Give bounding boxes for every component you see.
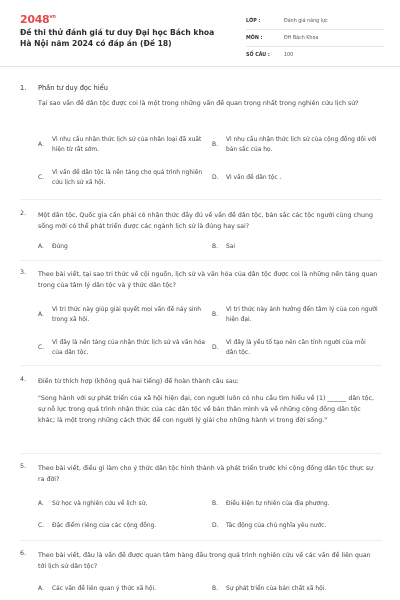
divider — [20, 365, 382, 366]
header — [0, 0, 400, 67]
question-text: Một dân tộc, Quốc gia cần phải có nhận thức đầy đủ về vấn đề dân tộc, bản sắc các tộc người cùng chung sống mới có thể phát triển được các ngành lịch sử là đúng hay sai? — [38, 212, 373, 230]
site-logo[interactable]: $2048^{vn}$ — [20, 13, 56, 26]
meta-row-class — [246, 13, 384, 30]
divider — [20, 199, 382, 200]
meta-row-count — [246, 47, 384, 63]
meta-value: ĐH Bách Khoa — [284, 35, 319, 41]
question-number: 5. — [20, 463, 27, 470]
meta-value: 100 — [284, 52, 294, 58]
meta-value: Đánh giá năng lực — [284, 18, 328, 24]
meta-key: LỚP : — [246, 18, 261, 24]
divider — [20, 453, 382, 454]
fill-blank-passage: "Song hành với sự phát triển của xã hội hiện đại, con người luôn có nhu cầu tìm hiểu về (1) ______ dân tộc, sự nỗ lực trong quá trình nhận thức của các dân tộc về bản thân mình và về những cộng đồng dân tộc khác; là một trong những cách thức để con người lý giải cho những hành vi trong đời sống." — [38, 395, 374, 424]
page-title: Đề thi thử đánh giá tư duy Đại học Bách khoa Hà Nội năm 2024 có đáp án (Đề 18) — [20, 28, 215, 48]
question-text: Theo bài viết, đâu là vấn đề được quan tâm hàng đầu trong quá trình nghiên cứu về các vấn đề liên quan tới lịch sử dân tộc? — [38, 552, 371, 570]
page: $2048^{vn}$ Đề thi thử đánh giá tư duy Đại học Bách khoa Hà Nội năm 2024 có đáp án (Đề 18) LỚP : Đánh giá năng lực MÔN : ĐH Bách Khoa SỐ CÂU : 100 1. Phần tư duy đọc hiểu Tại sao vấn đề dân tộc được coi là một trong những vấn đề quan trọng nhất trong nghiên cứu lịch sử? A. Vì nhu cầu nhận thức lịch sử của nhân loại đã xuất hiện từ rất sớm. B. Vì nhu cầu nhận thức lịch sử của cộng đồng dồi với bản sắc của họ. C. Vì vấn đề dân tộc là nền tảng cho quá trình nghiên cứu lịch sử xã hội. D. Vì vấn đề dân tộc . 2. Một dân tộc, Quốc gia cần phải có nhận thức đầy đủ về vấn đề dân tộc, bản sắc các tộc người cùng chung sống mới có thể phát triển được các ngành lịch sử là đúng hay sai? A. Đúng B. Sai 3. Theo bài viết, tại sao tri thức về cội nguồn, lịch sử và văn hóa của dân tộc được coi là những nền tảng quan trọng của tâm lý dân tộc và ý thức dân tộc? A. Vì tri thức này giúp giải quyết mọi vấn đề nảy sinh trong xã hội. B. Vì tri thức này ảnh hưởng đến tâm lý của con người hiện đại. C. Vì đây là nền tảng của nhận thức lịch sử và văn hóa của dân tộc. D. Vì đây là yếu tố tạo nên căn tính người của mỗi dân tộc. 4. Điền từ thích hợp (không quá hai tiếng) để hoàn thành câu sau: "Song hành với sự phát triển của xã hội hiện đại, con người luôn có nhu cầu tìm hiểu về (1) ______ dân tộc, sự nỗ lực trong quá trình nhận thức của các dân tộc về bản thân mình và về những cộng đồng dân tộc khác; là một trong những cách thức để con người lý giải cho những hành vi trong đời sống." 5. Theo bài viết, điều gì làm cho ý thức dân tộc hình thành và phát triển trước khi cộng đồng dân tộc thực sự ra đời? A. Sử học và nghiên cứu về lịch sử. B. Điều kiện tự nhiên của địa phương. C. Đặc điểm riêng của các cộng đồng. D. Tác động của chủ nghĩa yêu nước. 6. Theo bài viết, đâu là vấn đề được quan tâm hàng đầu trong quá trình nghiên cứu về các vấn đề liên quan tới lịch sử dân tộc? A. Các vấn đề liên quan ý thức xã hội. B. Sự phát triển của bản chất xã hội. — [0, 0, 400, 600]
question-number: 6. — [20, 550, 27, 557]
question-text: Điền từ thích hợp (không quá hai tiếng) để hoàn thành câu sau: — [38, 378, 239, 385]
question-number: 4. — [20, 376, 27, 383]
question-text: Theo bài viết, điều gì làm cho ý thức dân tộc hình thành và phát triển trước khi cộng đồng dân tộc thực sự ra đời? — [38, 465, 374, 483]
divider — [20, 260, 382, 261]
meta-key: MÔN : — [246, 35, 263, 41]
question-number: 2. — [20, 210, 27, 217]
divider — [20, 540, 382, 541]
meta-row-subject — [246, 30, 384, 47]
exam-meta — [246, 13, 384, 63]
question-number: 3. — [20, 269, 27, 276]
question-text: Theo bài viết, tại sao tri thức về cội nguồn, lịch sử và văn hóa của dân tộc được coi là những nền tảng quan trọng của tâm lý dân tộc và ý thức dân tộc? — [38, 271, 378, 289]
meta-key: SỐ CÂU : — [246, 52, 270, 58]
question-text: Tại sao vấn đề dân tộc được coi là một trong những vấn đề quan trọng nhất trong nghiên cứu lịch sử? — [38, 100, 359, 107]
